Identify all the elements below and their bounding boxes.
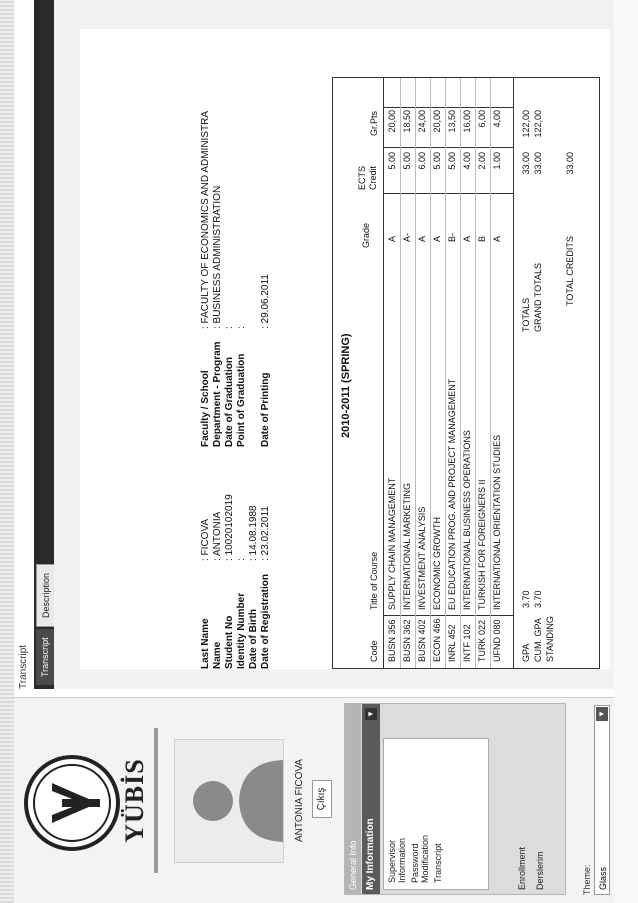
row-divider — [430, 78, 431, 668]
course-title: INTERNATIONAL MARKETING — [402, 482, 412, 610]
value-faculty: : FACULTY OF ECONOMICS AND ADMINISTRA — [200, 111, 211, 329]
window-title: Transcript — [18, 644, 29, 689]
course-grade: A — [462, 235, 472, 242]
cgpa-label: CUM. GPA — [533, 618, 543, 662]
menu-item-enrollment[interactable]: Enrollment — [517, 846, 527, 890]
course-title: INVESTMENT ANALYSIS — [417, 506, 427, 610]
submenu-item-supervisor[interactable]: Supervisor Information — [387, 837, 407, 883]
label-name: Name — [212, 641, 223, 669]
course-ects: 2.00 — [477, 152, 487, 170]
col-divider — [383, 193, 513, 194]
menu-panel — [344, 703, 566, 895]
grand-totals-points: 122,00 — [533, 110, 543, 138]
course-ects: 5.00 — [447, 152, 457, 170]
course-ects: 1.00 — [492, 152, 502, 170]
menu-selected-item[interactable] — [362, 704, 380, 894]
semester-table — [332, 77, 600, 669]
grand-totals-label: GRAND TOTALS — [533, 262, 543, 332]
course-grade: B — [477, 235, 487, 242]
course-code: BUSN 362 — [402, 619, 412, 662]
total-credits-value: 33.00 — [565, 152, 575, 175]
tab-description[interactable]: Description — [36, 564, 55, 627]
value-registration: : 23.02.2011 — [260, 506, 271, 561]
course-grade: A — [492, 235, 502, 242]
header-points: Gr.Pts — [369, 110, 379, 136]
course-title: INTERNATIONAL BUSINESS OPERATIONS — [462, 430, 472, 610]
value-identity: : — [236, 558, 247, 561]
course-title: TURKISH FOR FOREIGNERS II — [477, 479, 487, 610]
content-panel — [54, 0, 614, 689]
value-name: : ANTONIA — [212, 511, 223, 561]
value-dob: : 14.08.1988 — [248, 505, 259, 561]
gpa-value: 3.70 — [521, 590, 531, 608]
header-ects: ECTS Credit — [357, 165, 378, 190]
course-grade: B- — [447, 233, 457, 242]
label-graduation-date: Date of Graduation — [224, 356, 235, 447]
course-code: BUSN 356 — [387, 619, 397, 662]
value-graduation-point: : — [236, 326, 247, 329]
main-area — [14, 0, 614, 697]
course-grade: A — [387, 235, 397, 242]
course-ects: 5.00 — [402, 152, 412, 170]
gpa-label: GPA — [521, 643, 531, 662]
course-grade: A — [417, 235, 427, 242]
course-code: TURK 022 — [477, 619, 487, 662]
course-points: 16,00 — [462, 110, 472, 133]
label-student-no: Student No — [224, 615, 235, 669]
course-points: 13,50 — [447, 110, 457, 133]
header-divider — [383, 78, 384, 668]
label-registration: Date of Registration — [260, 573, 271, 669]
menu-selected-label: My Information — [365, 818, 376, 890]
user-name: ANTONIA FICOVA — [294, 759, 305, 842]
course-points: 4,00 — [492, 110, 502, 128]
col-divider — [383, 615, 513, 616]
course-points: 20,00 — [387, 110, 397, 133]
tab-transcript[interactable]: Transcript — [36, 629, 54, 685]
totals-points: 122,00 — [521, 110, 531, 138]
transcript-document — [80, 29, 610, 669]
course-points: 24,00 — [417, 110, 427, 133]
value-department: : BUSINESS ADMINISTRATION — [212, 185, 223, 329]
label-printing-date: Date of Printing — [260, 372, 271, 447]
value-graduation-date: : — [224, 326, 235, 329]
course-grade: A- — [402, 233, 412, 242]
course-code: ECON 466 — [432, 618, 442, 662]
right-labels — [200, 341, 272, 447]
theme-select[interactable] — [594, 705, 610, 895]
body-divider — [513, 78, 514, 668]
label-identity: Identity Number — [236, 592, 247, 669]
row-divider — [445, 78, 446, 668]
course-title: ECONOMIC GROWTH — [432, 517, 442, 610]
row-divider — [415, 78, 416, 668]
label-faculty: Faculty / School — [200, 370, 211, 447]
header-code: Code — [369, 640, 379, 662]
menu-item-derslerim[interactable]: Derslerim — [535, 851, 545, 890]
value-printing-date: : 29.06.2011 — [260, 274, 271, 329]
standing-label: STANDING — [545, 616, 555, 662]
course-title: EU EDUCATION PROG. AND PROJECT MANAGEMENT — [447, 378, 457, 610]
yubis-logo-icon — [22, 753, 122, 853]
col-divider — [383, 147, 513, 148]
header-title: Title of Course — [369, 551, 379, 610]
avatar — [174, 739, 284, 863]
chevron-down-icon[interactable]: ▼ — [365, 708, 377, 720]
right-values — [200, 111, 272, 329]
row-divider — [460, 78, 461, 668]
course-code: INTF 102 — [462, 624, 472, 662]
course-ects: 5.00 — [387, 152, 397, 170]
course-points: 20,00 — [432, 110, 442, 133]
label-last-name: Last Name — [200, 618, 211, 669]
menu-header[interactable]: General Info — [345, 704, 361, 894]
label-dob: Date of Birth — [248, 609, 259, 669]
logo-text: YÜBİS — [120, 758, 149, 843]
course-ects: 5.00 — [432, 152, 442, 170]
course-ects: 6.00 — [417, 152, 427, 170]
course-points: 6,00 — [477, 110, 487, 128]
course-title: SUPPLY CHAIN MANAGEMENT — [387, 477, 397, 610]
label-department: Department - Program — [212, 341, 223, 447]
value-student-no: : 10020102019 — [224, 494, 235, 561]
row-divider — [490, 78, 491, 668]
course-points: 18,50 — [402, 110, 412, 133]
tab-bar — [34, 0, 54, 689]
row-divider — [475, 78, 476, 668]
total-credits-label: TOTAL CREDITS — [565, 236, 575, 306]
chevron-down-icon[interactable]: ▼ — [596, 707, 608, 721]
semester-title: 2010-2011 (SPRING) — [340, 333, 352, 438]
left-labels — [200, 574, 272, 669]
col-divider — [383, 107, 513, 108]
course-code: UFND 080 — [492, 619, 502, 662]
logo-subtitle-bar — [154, 728, 158, 873]
theme-value: Glass — [598, 866, 608, 890]
cgpa-value: 3.70 — [533, 590, 543, 608]
submenu-item-transcript[interactable]: Transcript — [433, 843, 443, 883]
label-graduation-point: Point of Graduation — [236, 353, 247, 447]
sidebar — [14, 697, 614, 903]
row-divider — [400, 78, 401, 668]
header-grade: Grade — [361, 222, 371, 248]
course-code: INRL 452 — [447, 624, 457, 662]
course-ects: 4.00 — [462, 152, 472, 170]
submenu-item-password[interactable]: Password Modification — [410, 834, 430, 883]
totals-label: TOTALS — [521, 297, 531, 332]
grand-totals-ects: 33.00 — [533, 152, 543, 175]
exit-button[interactable]: Çıkış — [312, 780, 332, 818]
course-title: INTERNATIONAL ORIENTATION STUDIES — [492, 434, 502, 610]
course-grade: A — [432, 235, 442, 242]
theme-label: Theme: — [582, 864, 592, 895]
left-values — [200, 494, 272, 561]
value-last-name: : FICOVA — [200, 518, 211, 561]
submenu — [383, 738, 489, 890]
scan-edge — [0, 0, 14, 903]
course-code: BUSN 402 — [417, 619, 427, 662]
totals-ects: 33.00 — [521, 152, 531, 175]
